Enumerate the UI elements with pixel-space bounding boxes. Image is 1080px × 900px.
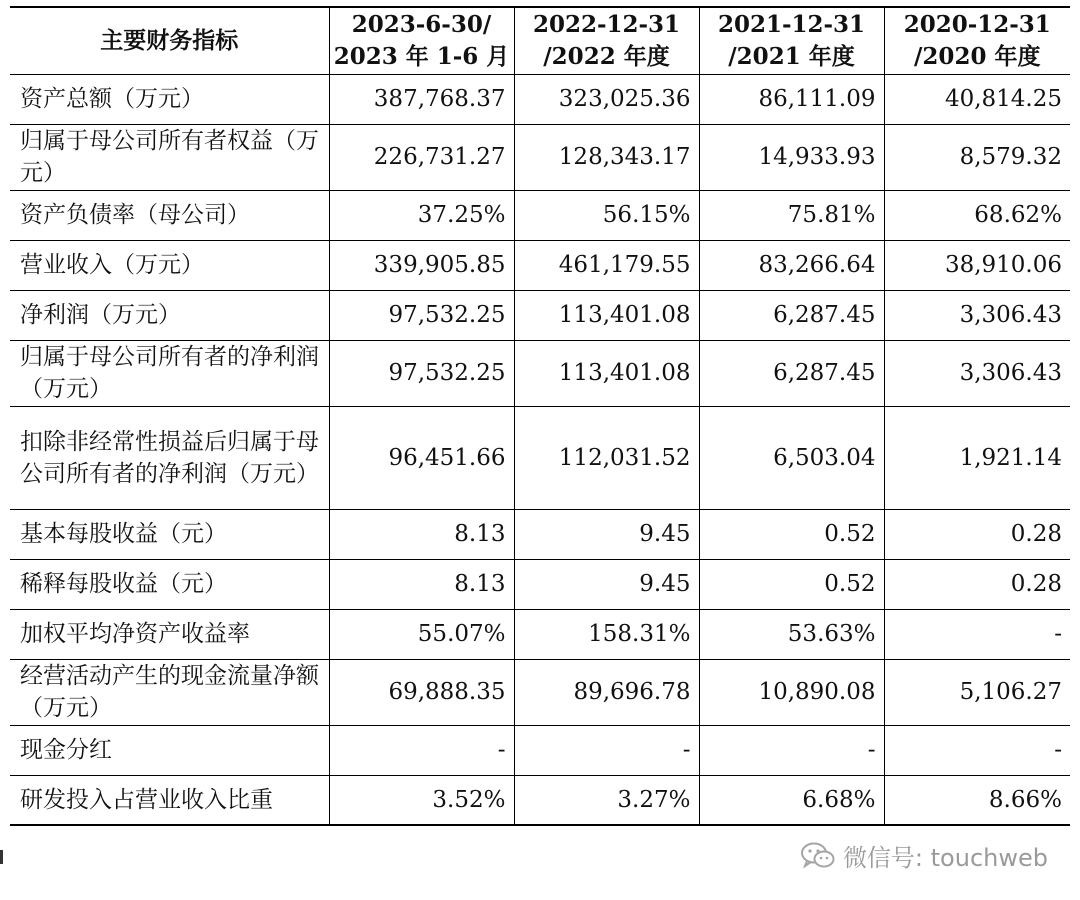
header-indicator: 主要财务指标 (10, 7, 329, 74)
cell-value: 9.45 (514, 559, 699, 609)
cell-value: 37.25% (329, 190, 514, 240)
cell-value: 3.27% (514, 775, 699, 825)
cell-value: 323,025.36 (514, 74, 699, 124)
cell-value: - (884, 609, 1070, 659)
row-label: 现金分红 (10, 725, 329, 775)
cell-value: 10,890.08 (699, 659, 884, 725)
cell-value: 113,401.08 (514, 290, 699, 340)
cell-value: - (884, 725, 1070, 775)
cell-value: 0.52 (699, 559, 884, 609)
cell-value: 112,031.52 (514, 406, 699, 509)
cell-value: - (514, 725, 699, 775)
cell-value: 56.15% (514, 190, 699, 240)
cell-value: 8,579.32 (884, 124, 1070, 190)
cell-value: 9.45 (514, 509, 699, 559)
cell-value: 89,696.78 (514, 659, 699, 725)
header-row (10, 7, 1070, 74)
cell-value: 38,910.06 (884, 240, 1070, 290)
row-label: 资产负债率（母公司） (10, 190, 329, 240)
cell-value: 96,451.66 (329, 406, 514, 509)
row-label: 净利润（万元） (10, 290, 329, 340)
edge-mark (0, 850, 3, 864)
row-label: 营业收入（万元） (10, 240, 329, 290)
table-row (10, 124, 1070, 190)
cell-value: 75.81% (699, 190, 884, 240)
cell-value: 83,266.64 (699, 240, 884, 290)
table-row (10, 609, 1070, 659)
cell-value: 6,287.45 (699, 290, 884, 340)
wechat-icon (799, 841, 837, 871)
cell-value: 3,306.43 (884, 290, 1070, 340)
cell-value: 5,106.27 (884, 659, 1070, 725)
cell-value: 68.62% (884, 190, 1070, 240)
table-row (10, 725, 1070, 775)
cell-value: 6.68% (699, 775, 884, 825)
table-row (10, 190, 1070, 240)
table-row (10, 340, 1070, 406)
cell-value: 0.52 (699, 509, 884, 559)
table-row (10, 74, 1070, 124)
table-row (10, 406, 1070, 509)
cell-value: 8.13 (329, 509, 514, 559)
cell-value: - (699, 725, 884, 775)
table-row (10, 659, 1070, 725)
table-row (10, 509, 1070, 559)
row-label: 资产总额（万元） (10, 74, 329, 124)
cell-value: 387,768.37 (329, 74, 514, 124)
cell-value: 97,532.25 (329, 290, 514, 340)
cell-value: 69,888.35 (329, 659, 514, 725)
row-label: 基本每股收益（元） (10, 509, 329, 559)
cell-value: 113,401.08 (514, 340, 699, 406)
cell-value: 53.63% (699, 609, 884, 659)
cell-value: 3,306.43 (884, 340, 1070, 406)
cell-value: 0.28 (884, 559, 1070, 609)
row-label: 稀释每股收益（元） (10, 559, 329, 609)
cell-value: 1,921.14 (884, 406, 1070, 509)
header-2022: 2022-12-31 /2022 年度 (514, 7, 699, 74)
table-row (10, 775, 1070, 825)
watermark (799, 838, 1048, 873)
cell-value: - (329, 725, 514, 775)
row-label: 扣除非经常性损益后归属于母公司所有者的净利润（万元） (10, 406, 329, 509)
cell-value: 339,905.85 (329, 240, 514, 290)
financial-indicators-table (10, 6, 1070, 826)
watermark-text: 微信号: touchweb (842, 844, 1048, 872)
row-label: 归属于母公司所有者权益（万元） (10, 124, 329, 190)
cell-value: 14,933.93 (699, 124, 884, 190)
header-2021: 2021-12-31 /2021 年度 (699, 7, 884, 74)
row-label: 归属于母公司所有者的净利润（万元） (10, 340, 329, 406)
table-row (10, 559, 1070, 609)
table-row (10, 290, 1070, 340)
row-label: 加权平均净资产收益率 (10, 609, 329, 659)
row-label: 经营活动产生的现金流量净额（万元） (10, 659, 329, 725)
cell-value: 461,179.55 (514, 240, 699, 290)
cell-value: 97,532.25 (329, 340, 514, 406)
cell-value: 86,111.09 (699, 74, 884, 124)
cell-value: 40,814.25 (884, 74, 1070, 124)
cell-value: 8.13 (329, 559, 514, 609)
cell-value: 6,287.45 (699, 340, 884, 406)
cell-value: 6,503.04 (699, 406, 884, 509)
cell-value: 55.07% (329, 609, 514, 659)
row-label: 研发投入占营业收入比重 (10, 775, 329, 825)
header-2023h1: 2023-6-30/ 2023 年 1-6 月 (329, 7, 514, 74)
cell-value: 3.52% (329, 775, 514, 825)
cell-value: 128,343.17 (514, 124, 699, 190)
cell-value: 8.66% (884, 775, 1070, 825)
cell-value: 0.28 (884, 509, 1070, 559)
cell-value: 158.31% (514, 609, 699, 659)
header-2020: 2020-12-31 /2020 年度 (884, 7, 1070, 74)
table-row (10, 240, 1070, 290)
cell-value: 226,731.27 (329, 124, 514, 190)
